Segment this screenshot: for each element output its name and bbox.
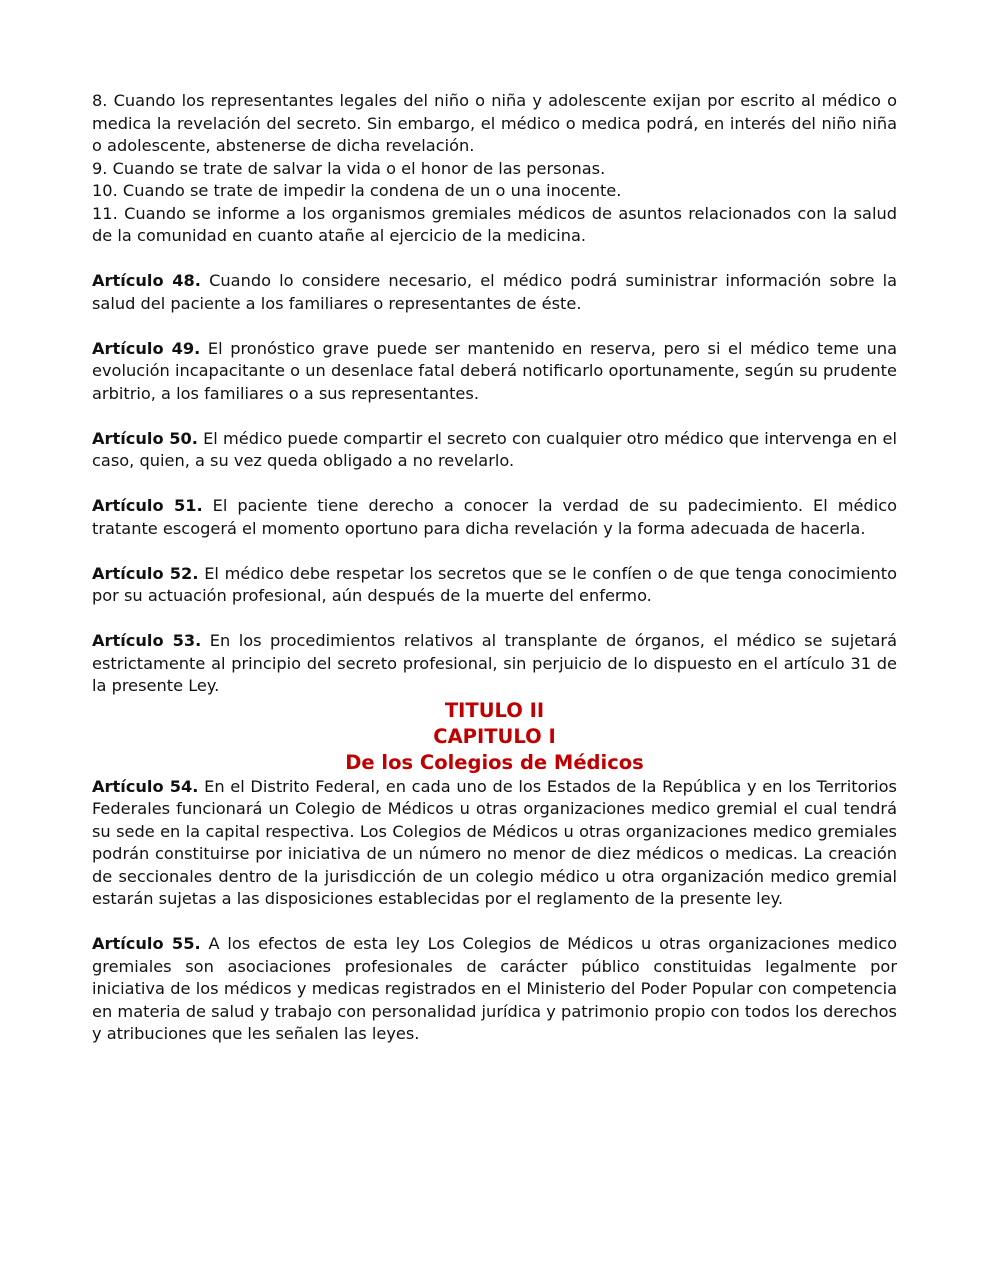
list-item: 11. Cuando se informe a los organismos gremiales médicos de asuntos relacionados con la salud de la comunidad en cuanto atañe al ejercicio de la medicina.	[92, 203, 897, 245]
document-page	[92, 90, 897, 1046]
article-label: Artículo 50.	[92, 428, 198, 448]
section-headings	[92, 698, 897, 776]
article-51	[92, 495, 897, 540]
chapter-heading: CAPITULO I	[433, 724, 556, 748]
article-label: Artículo 49.	[92, 338, 201, 358]
article-52	[92, 563, 897, 608]
article-54	[92, 776, 897, 911]
article-text: El médico debe respetar los secretos que se le confíen o de que tenga conocimiento por su actuación profesional, aún después de la muerte del enfermo.	[92, 563, 897, 605]
article-text: El médico puede compartir el secreto con cualquier otro médico que intervenga en el caso, quien, a su vez queda obligado a no revelarlo.	[92, 428, 897, 470]
chapter-subtitle: De los Colegios de Médicos	[345, 750, 644, 774]
article-49	[92, 338, 897, 406]
article-text: En los procedimientos relativos al transplante de órganos, el médico se sujetará estrictamente al principio del secreto profesional, sin perjuicio de lo dispuesto en el artículo 31 de la presente Ley.	[92, 631, 897, 695]
list-item: 8. Cuando los representantes legales del niño o niña y adolescente exijan por escrito al médico o medica la revelación del secreto. Sin embargo, el médico o medica podrá, en interés del niño niña o adolescente, abstenerse de dicha revelación.	[92, 91, 897, 155]
list-item: 9. Cuando se trate de salvar la vida o el honor de las personas.	[92, 158, 606, 178]
article-label: Artículo 54.	[92, 776, 199, 796]
article-label: Artículo 53.	[92, 631, 202, 650]
article-label: Artículo 52.	[92, 563, 199, 583]
article-text: Cuando lo considere necesario, el médico podrá suministrar información sobre la salud del paciente a los familiares o representantes de éste.	[92, 271, 897, 313]
article-50	[92, 428, 897, 473]
article-text: A los efectos de esta ley Los Colegios de Médicos u otras organizaciones medico gremiales son asociaciones profesionales de carácter público constituidas legalmente por iniciativa de los médicos y medicas registrados en el Ministerio del Poder Popular con competencia en materia de salud y trabajo con personalidad jurídica y patrimonio propio con todos los derechos y atribuciones que les señalen las leyes.	[92, 934, 897, 1043]
article-label: Artículo 55.	[92, 934, 201, 953]
article-53	[92, 630, 897, 698]
article-label: Artículo 48.	[92, 271, 201, 290]
numbered-items	[92, 90, 897, 248]
article-text: El paciente tiene derecho a conocer la verdad de su padecimiento. El médico tratante escogerá el momento oportuno para dicha revelación y la forma adecuada de hacerla.	[92, 496, 897, 538]
article-text: En el Distrito Federal, en cada uno de los Estados de la República y en los Territorios Federales funcionará un Colegio de Médicos u otras organizaciones medico gremial el cual tendrá su sede en la capital respectiva. Los Colegios de Médicos u otras organizaciones medico gremiales podrán constituirse por iniciativa de un número no menor de diez médicos o medicas. La creación de seccionales dentro de la jurisdicción de un colegio médico u otra organización medico gremial estarán sujetas a las disposiciones establecidas por el reglamento de la presente ley.	[92, 776, 897, 908]
article-text: El pronóstico grave puede ser mantenido en reserva, pero si el médico teme una evolución incapacitante o un desenlace fatal deberá notificarlo oportunamente, según su prudente arbitrio, a los familiares o a sus representantes.	[92, 338, 897, 403]
article-48	[92, 270, 897, 315]
title-heading: TITULO II	[444, 698, 545, 722]
article-55	[92, 933, 897, 1046]
article-label: Artículo 51.	[92, 496, 203, 515]
list-item: 10. Cuando se trate de impedir la condena de un o una inocente.	[92, 181, 622, 200]
